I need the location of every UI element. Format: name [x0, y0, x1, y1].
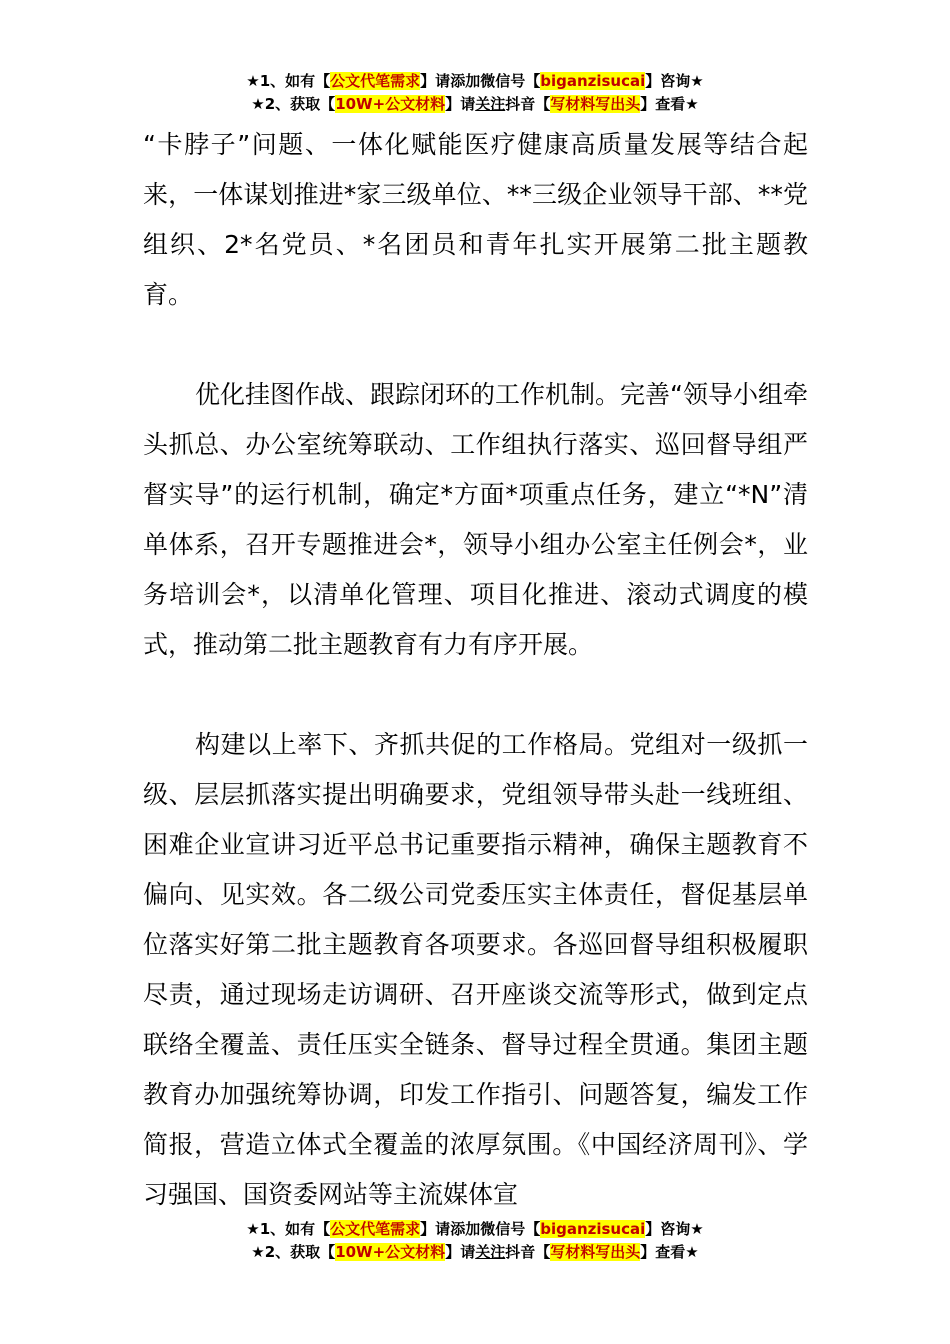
banner-line-2-suffix: 】查看★: [640, 1243, 699, 1261]
banner-line-2-prefix: ★2、获取【: [251, 1243, 336, 1261]
banner-line-1-highlight-service: 公文代笔需求: [330, 1220, 421, 1238]
paragraph-work-mechanism: 优化挂图作战、跟踪闭环的工作机制。完善“领导小组牵头抓总、办公室统筹联动、工作组执行落实、巡回督导组严督实导”的运行机制，确定*方面*项重点任务，建立“*N”清单体系，召开专题推进会*，领导小组办公室主任例会*，业务培训会*，以清单化管理、项目化推进、滚动式调度的模式，推动第二批主题教育有力有序开展。: [143, 380, 808, 659]
banner-line-1-prefix: ★1、如有【: [246, 1220, 331, 1238]
bottom-banner: [0, 1218, 950, 1264]
banner-line-1-mid: 】请: [420, 72, 451, 90]
banner-line-2-mid2: 抖音【: [505, 95, 551, 113]
banner-line-2: [0, 1241, 950, 1264]
banner-line-2-mid: 】请: [445, 1243, 476, 1261]
banner-line-1-highlight-wechat: biganzisucai: [540, 72, 646, 90]
banner-line-1-mid2: 微信号【: [480, 1220, 541, 1238]
paragraph-work-pattern: 构建以上率下、齐抓共促的工作格局。党组对一级抓一级、层层抓落实提出明确要求，党组领导带头赴一线班组、困难企业宣讲习近平总书记重要指示精神，确保主题教育不偏向、见实效。各二级公司党委压实主体责任，督促基层单位落实好第二批主题教育各项要求。各巡回督导组积极履职尽责，通过现场走访调研、召开座谈交流等形式，做到定点联络全覆盖、责任压实全链条、督导过程全贯通。集团主题教育办加强统筹协调，印发工作指引、问题答复，编发工作简报，营造立体式全覆盖的浓厚氛围。《中国经济周刊》、学习强国、国资委网站等主流媒体宣: [143, 730, 808, 1209]
banner-line-1-prefix: ★1、如有【: [246, 72, 331, 90]
banner-line-1-suffix: 】咨询★: [645, 1220, 704, 1238]
banner-line-2-highlight-materials: 10W+公文材料: [335, 95, 446, 113]
banner-line-2: [0, 93, 950, 116]
banner-line-1-mid2: 微信号【: [480, 72, 541, 90]
banner-line-2-mid: 】请: [445, 95, 476, 113]
banner-line-2-emph: 关注: [475, 95, 506, 113]
banner-line-1-highlight-service: 公文代笔需求: [330, 72, 421, 90]
banner-line-2-suffix: 】查看★: [640, 95, 699, 113]
top-banner: [0, 70, 950, 116]
banner-line-1-suffix: 】咨询★: [645, 72, 704, 90]
banner-line-1: [0, 1218, 950, 1241]
banner-line-1-mid: 】请: [420, 1220, 451, 1238]
banner-line-2-highlight-douyin: 写材料写出头: [550, 1243, 641, 1261]
banner-line-1: [0, 70, 950, 93]
paragraph-gap: [143, 670, 808, 720]
banner-line-2-mid2: 抖音【: [505, 1243, 551, 1261]
banner-line-2-highlight-materials: 10W+公文材料: [335, 1243, 446, 1261]
paragraph-continuation: “卡脖子”问题、一体化赋能医疗健康高质量发展等结合起来，一体谋划推进*家三级单位、**三级企业领导干部、**党组织、2*名党员、*名团员和青年扎实开展第二批主题教育。: [143, 130, 808, 309]
banner-line-1-emph: 添加: [450, 1220, 481, 1238]
document-body: [143, 120, 808, 1220]
banner-line-1-highlight-wechat: biganzisucai: [540, 1220, 646, 1238]
banner-line-2-prefix: ★2、获取【: [251, 95, 336, 113]
banner-line-2-emph: 关注: [475, 1243, 506, 1261]
banner-line-2-highlight-douyin: 写材料写出头: [550, 95, 641, 113]
banner-line-1-emph: 添加: [450, 72, 481, 90]
paragraph-gap: [143, 320, 808, 370]
